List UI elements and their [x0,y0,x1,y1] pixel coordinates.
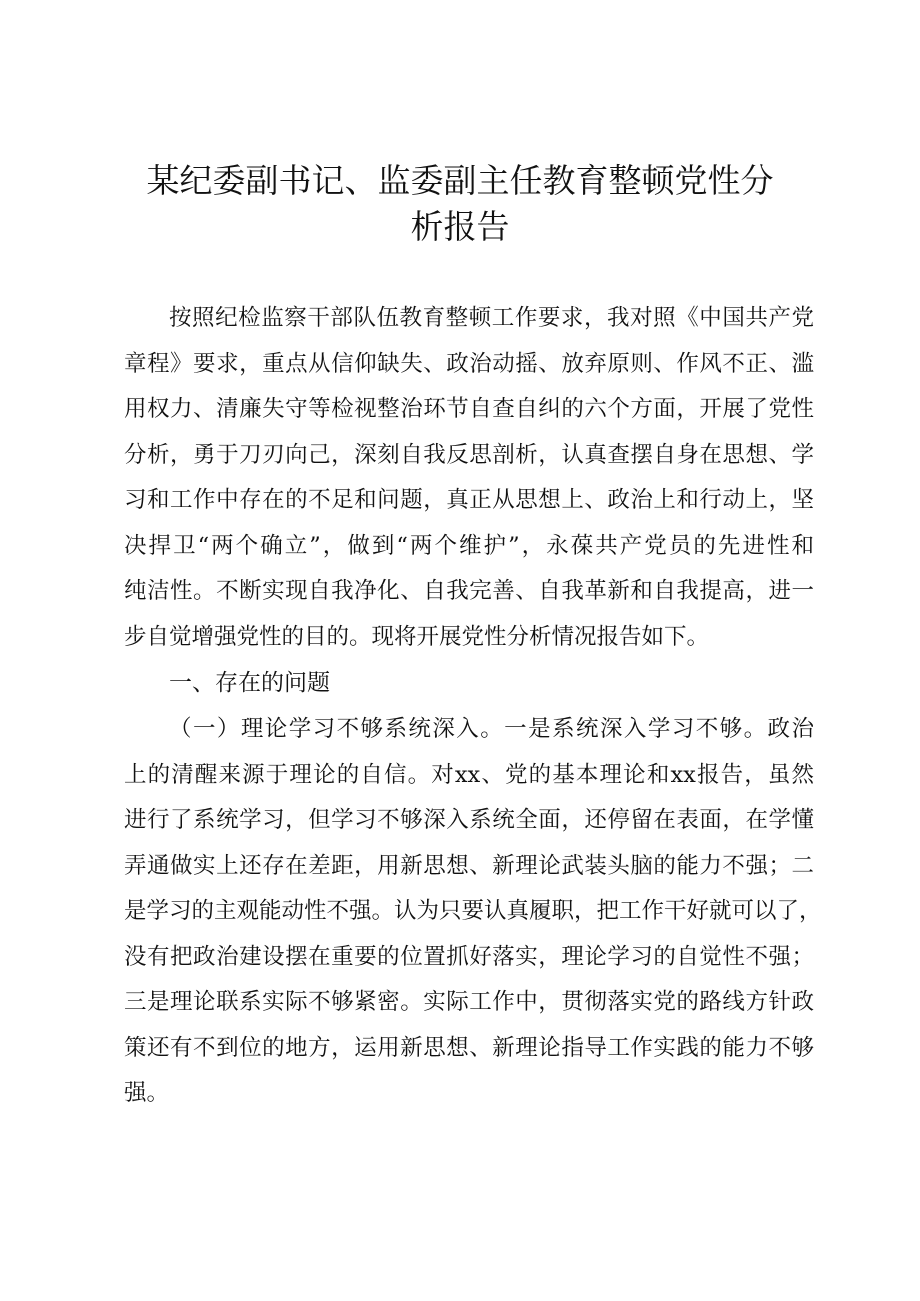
title-line-2: 析报告 [410,207,510,246]
intro-line: 步自觉增强党性的目的。现将开展党性分析情况报告如下。 [124,623,710,650]
section-line: 是学习的主观能动性不强。认为只要认真履职，把工作干好就可以了， [124,898,822,924]
intro-paragraph [124,296,814,660]
intro-line: 分析，勇于刀刃向己，深刻自我反思剖析，认真查摆自身在思想、学 [124,441,814,468]
section-line: 弄通做实上还存在差距，用新思想、新理论武装头脑的能力不强；二 [124,852,814,879]
section-line: 策还有不到位的地方，运用新思想、新理论指导工作实践的能力不够 [124,1034,814,1061]
intro-line: 按照纪检监察干部队伍教育整顿工作要求，我对照《中国共产党 [169,305,814,331]
title-line-1: 某纪委副书记、监委副主任教育整顿党性分 [146,161,774,200]
section-heading: 一、存在的问题 [169,670,330,696]
intro-line: 决捍卫“两个确立”，做到“两个维护”，永葆共产党员的先进性和 [124,532,814,559]
document-body [124,296,822,1117]
section-line: （一）理论学习不够系统深入。一是系统深入学习不够。政治 [169,716,814,742]
intro-line: 章程》要求，重点从信仰缺失、政治动摇、放弃原则、作风不正、滥 [124,350,814,377]
section-line: 进行了系统学习，但学习不够深入系统全面，还停留在表面，在学懂 [124,807,814,833]
section-paragraph [124,707,822,1117]
intro-line: 用权力、清廉失守等检视整治环节自查自纠的六个方面，开展了党性 [124,396,814,422]
intro-line: 纯洁性。不断实现自我净化、自我完善、自我革新和自我提高，进一 [124,578,814,604]
document-title [120,158,800,250]
section-line: 上的清醒来源于理论的自信。对xx、党的基本理论和xx报告，虽然 [124,761,814,788]
intro-line: 习和工作中存在的不足和问题，真正从思想上、政治上和行动上，坚 [124,487,814,513]
section-line: 三是理论联系实际不够紧密。实际工作中，贯彻落实党的路线方针政 [124,989,814,1015]
section-line: 没有把政治建设摆在重要的位置抓好落实，理论学习的自觉性不强； [124,943,814,970]
section-line: 强。 [124,1080,170,1106]
